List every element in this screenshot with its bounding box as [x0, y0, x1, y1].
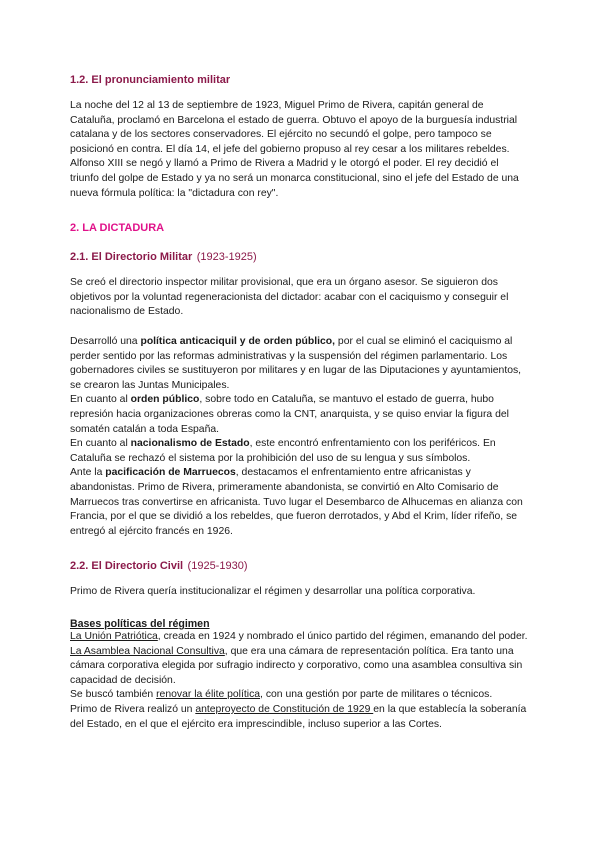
section-1-2-body: [70, 99, 530, 201]
paragraph: La Asamblea Nacional Consultiva, que era una cámara de representación política. Era tanto una cámara corporativa elegida por sufragio indirecto y corporativo, como una asamblea consultiva sin capacidad de decisión.: [70, 645, 523, 686]
paragraph: Primo de Rivera quería institucionalizar el régimen y desarrollar una política corporativa.: [70, 586, 476, 597]
section-1-2-heading: 1.2. El pronunciamiento militar: [70, 74, 231, 86]
section-2-1-body: [70, 335, 530, 539]
paragraph: Desarrolló una política anticaciquil y de orden público, por el cual se eliminó el caciquismo al perder sentido por las reformas administrativas y la suspensión del régimen parlamentario. Los gobernadores civiles se sustituyeron por militares y en lugar de las Diputaciones y ayuntamientos, se crearon las Juntas Municipales.: [70, 336, 522, 391]
section-2-1-heading: 2.1. El Directorio Militar (1923-1925): [70, 251, 257, 263]
paragraph: Se creó el directorio inspector militar provisional, que era un órgano asesor. Se siguieron dos objetivos por la voluntad regeneracionista del dictador: acabar con el caciquismo y conseguir el nacionalismo de Estado.: [70, 277, 509, 318]
section-2-2-heading: 2.2. El Directorio Civil (1925-1930): [70, 560, 248, 572]
paragraph: La noche del 12 al 13 de septiembre de 1923, Miguel Primo de Rivera, capitán general de Cataluña, proclamó en Barcelona el estado de guerra. Obtuvo el apoyo de la burguesía industrial catalana y de los sectores conservadores. El ejército no secundó el golpe, pero tampoco se posicionó en contra. El día 14, el jefe del gobierno propuso al rey cesar a los militares rebeldes. Alfonso XIII se negó y llamó a Primo de Rivera a Madrid y le otorgó el poder. El rey decidió el triunfo del golpe de Estado y ya no será un monarca constitucional, sino el jefe del Estado de una nueva fórmula política: la "dictadura con rey".: [70, 100, 519, 199]
bases-heading: Bases políticas del régimen: [70, 618, 210, 630]
section-dates: (1925-1930): [187, 560, 248, 572]
paragraph: Primo de Rivera realizó un anteproyecto de Constitución de 1929 en la que establecía la soberanía del Estado, en el que el ejército era imprescindible, incluso superior a las Cortes.: [70, 703, 527, 730]
section-2-2-p1: [70, 585, 530, 600]
section-2-heading: 2. LA DICTADURA: [70, 222, 165, 234]
section-dates: (1923-1925): [196, 251, 257, 263]
paragraph: La Unión Patriótica, creada en 1924 y nombrado el único partido del régimen, emanando del poder.: [70, 631, 528, 642]
paragraph: En cuanto al orden público, sobre todo en Cataluña, se mantuvo el estado de guerra, hubo represión hacia organizaciones obreras como la CNT, anarquista, y se quiso enviar la figura del somatén catalán a toda España.: [70, 394, 509, 435]
paragraph: En cuanto al nacionalismo de Estado, este encontró enfrentamiento con los periféricos. En Cataluña se rechazó el sistema por la prohibición del uso de su lengua y sus símbolos.: [70, 438, 496, 464]
paragraph: Se buscó también renovar la élite política, con una gestión por parte de militares o técnicos.: [70, 689, 493, 701]
paragraph: Ante la pacificación de Marruecos, destacamos el enfrentamiento entre africanistas y abandonistas. Primo de Rivera, primeramente abandonista, se convirtió en Alto Comisario de Marruecos tras convertirse en africanista. Tuvo lugar el Desembarco de Alhucemas en alianza con Francia, por el que se dividió a los rebeldes, que fueron derrotados, y Abd el Krim, líder rifeño, se entregó al ejército francés en 1926.: [70, 467, 523, 537]
section-2-1-p1: [70, 276, 530, 320]
bases-list: [70, 630, 530, 732]
